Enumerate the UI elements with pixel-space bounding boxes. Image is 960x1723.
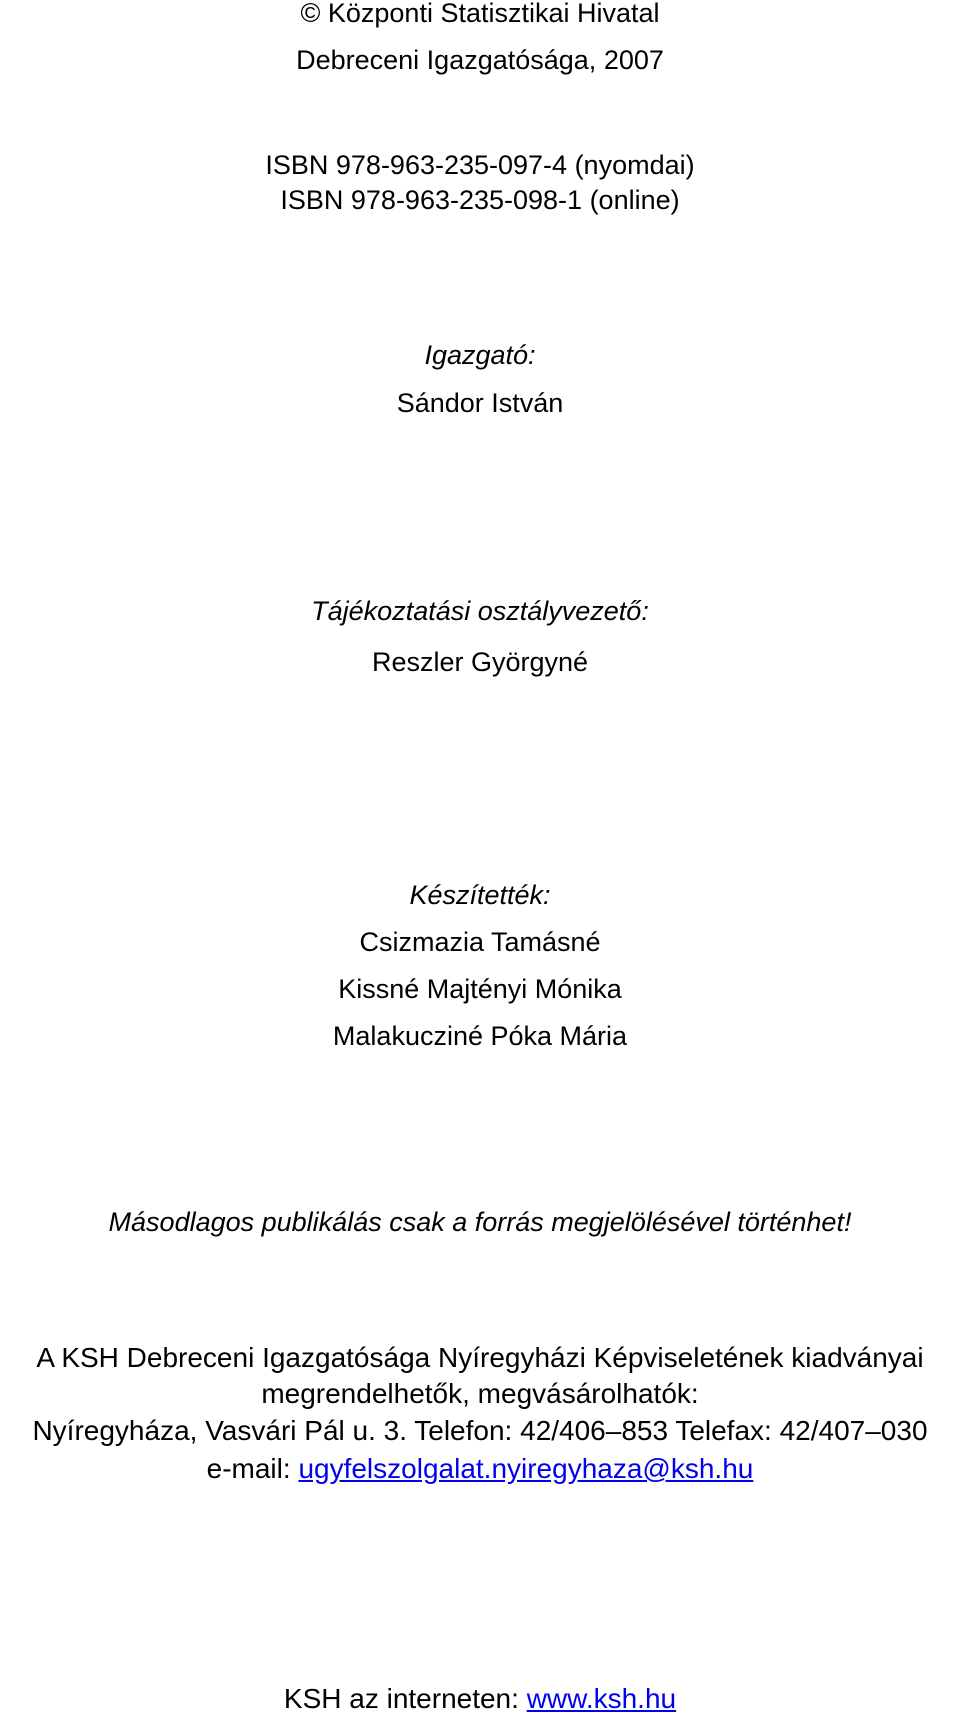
office-year-line: Debreceni Igazgatósága, 2007: [296, 45, 664, 75]
info-head-label: Tájékoztatási osztályvezető:: [311, 596, 649, 626]
website-label: KSH az interneten:: [283, 1683, 527, 1714]
isbn-online: ISBN 978-963-235-098-1 (online): [280, 185, 680, 215]
isbn-print: ISBN 978-963-235-097-4 (nyomdai): [265, 150, 695, 180]
copyright-line: © Központi Statisztikai Hivatal: [300, 0, 660, 28]
author-name: Kissné Majtényi Mónika: [338, 974, 622, 1004]
website-line: [0, 1682, 960, 1716]
email-label: e-mail:: [206, 1453, 299, 1484]
director-name: Sándor István: [396, 388, 564, 418]
authors-label: Készítették:: [409, 880, 551, 910]
reuse-notice: Másodlagos publikálás csak a forrás megjelölésével történhet!: [108, 1207, 852, 1237]
contact-line-1: A KSH Debreceni Igazgatósága Nyíregyházi Képviseletének kiadványai: [36, 1342, 924, 1373]
website-link[interactable]: www.ksh.hu: [526, 1683, 677, 1714]
email-link[interactable]: ugyfelszolgalat.nyiregyhaza@ksh.hu: [298, 1453, 754, 1484]
contact-address: Nyíregyháza, Vasvári Pál u. 3. Telefon: 42/406–853 Telefax: 42/407–030: [32, 1415, 928, 1446]
author-name: Malakucziné Póka Mária: [332, 1021, 628, 1051]
contact-email-line: [0, 1452, 960, 1486]
author-name: Csizmazia Tamásné: [359, 927, 601, 957]
info-head-name: Reszler Györgyné: [371, 647, 589, 677]
director-label: Igazgató:: [424, 340, 536, 370]
contact-line-2: megrendelhetők, megvásárolhatók:: [261, 1378, 699, 1409]
